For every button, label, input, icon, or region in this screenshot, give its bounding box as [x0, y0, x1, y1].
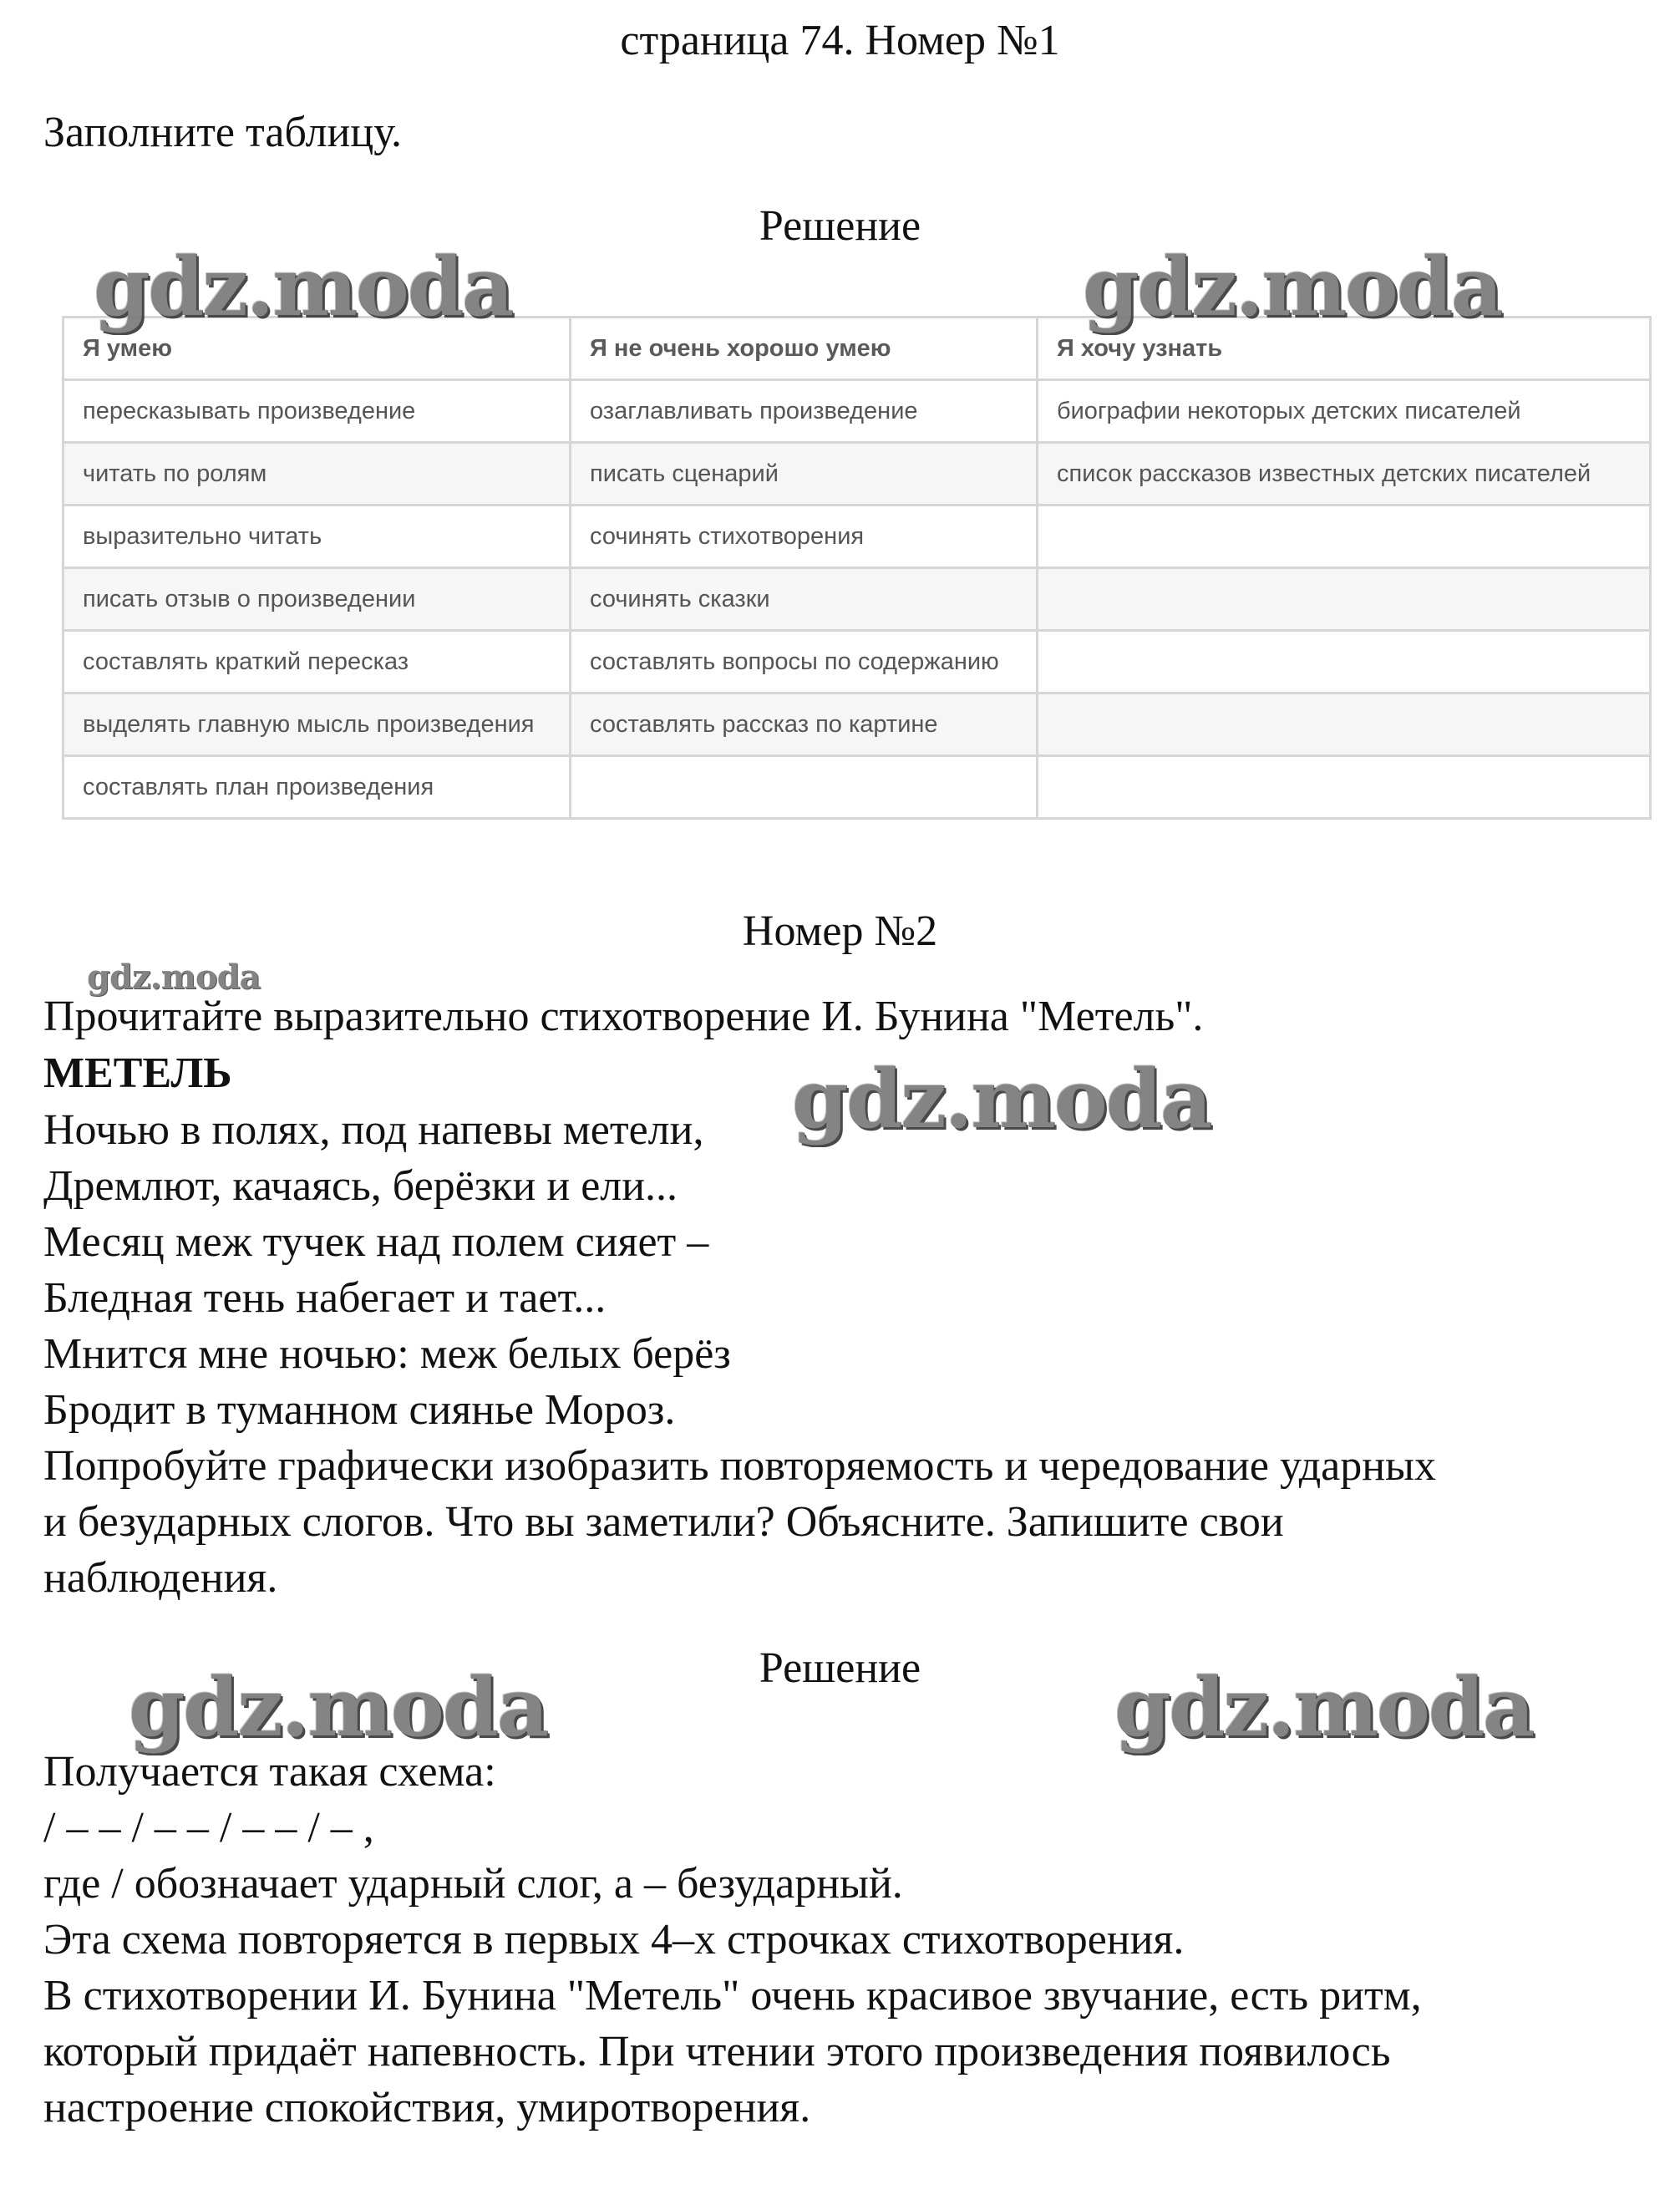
- watermark: gdz.moda: [87, 958, 261, 997]
- watermark: gdz.moda: [1114, 1660, 1534, 1755]
- task2-solution-heading: Решение: [759, 1644, 921, 1692]
- question-line: Попробуйте графически изобразить повторяемость и чередование ударных: [43, 1442, 1436, 1490]
- table-cell: [1038, 756, 1651, 819]
- watermark: gdz.moda: [94, 240, 513, 334]
- table-cell: писать отзыв о произведении: [63, 568, 571, 631]
- table-cell: список рассказов известных детских писателей: [1038, 443, 1651, 506]
- answer-line: настроение спокойствия, умиротворения.: [43, 2084, 811, 2131]
- table-cell: писать сценарий: [571, 443, 1038, 506]
- table-cell: озаглавливать произведение: [571, 380, 1038, 443]
- task1-solution-heading: Решение: [759, 202, 921, 250]
- table-cell: составлять план произведения: [63, 756, 571, 819]
- answer-line: В стихотворении И. Бунина "Метель" очень красивое звучание, есть ритм,: [43, 1972, 1422, 2020]
- table-cell: сочинять стихотворения: [571, 506, 1038, 568]
- question-line: наблюдения.: [43, 1554, 278, 1602]
- question-line: и безударных слогов. Что вы заметили? Объясните. Запишите свои: [43, 1498, 1284, 1546]
- table-header-cell: Я не очень хорошо умею: [571, 318, 1038, 380]
- table-cell: составлять рассказ по картине: [571, 694, 1038, 756]
- page-title: страница 74. Номер №1: [620, 17, 1060, 64]
- table-cell: [1038, 568, 1651, 631]
- poem-line: Месяц меж тучек над полем сияет –: [43, 1218, 709, 1266]
- table-cell: [1038, 506, 1651, 568]
- answer-line: Получается такая схема:: [43, 1748, 496, 1796]
- table-header-cell: Я умею: [63, 318, 571, 380]
- table-cell: [1038, 694, 1651, 756]
- poem-line: Бродит в туманном сиянье Мороз.: [43, 1386, 676, 1434]
- table-row: [63, 380, 1651, 443]
- table-row: [63, 631, 1651, 694]
- table-row: [63, 443, 1651, 506]
- table-cell: выразительно читать: [63, 506, 571, 568]
- table-cell: составлять вопросы по содержанию: [571, 631, 1038, 694]
- task2-heading: Номер №2: [742, 907, 938, 955]
- table-cell: [1038, 631, 1651, 694]
- watermark: gdz.moda: [129, 1660, 548, 1755]
- table-cell: составлять краткий пересказ: [63, 631, 571, 694]
- table-row: [63, 506, 1651, 568]
- table-cell: сочинять сказки: [571, 568, 1038, 631]
- answer-line: который придаёт напевность. При чтении этого произведения появилось: [43, 2028, 1391, 2075]
- task1-prompt: Заполните таблицу.: [43, 109, 402, 156]
- table-header-cell: Я хочу узнать: [1038, 318, 1651, 380]
- table-cell: выделять главную мысль произведения: [63, 694, 571, 756]
- table-row: [63, 568, 1651, 631]
- table-row: [63, 694, 1651, 756]
- task2-prompt: Прочитайте выразительно стихотворение И. Бунина "Метель".: [43, 993, 1204, 1040]
- poem-line: Ночью в полях, под напевы метели,: [43, 1106, 704, 1154]
- answer-line: Эта схема повторяется в первых 4–х строчках стихотворения.: [43, 1916, 1185, 1964]
- answer-line: / – – / – – / – – / – ,: [43, 1804, 374, 1852]
- table-cell: [571, 756, 1038, 819]
- watermark: gdz.moda: [792, 1052, 1211, 1146]
- poem-title: МЕТЕЛЬ: [43, 1049, 232, 1097]
- poem-line: Мнится мне ночью: меж белых берёз: [43, 1330, 731, 1378]
- table-cell: пересказывать произведение: [63, 380, 571, 443]
- table-row: [63, 756, 1651, 819]
- skills-table: [62, 316, 1652, 820]
- poem-line: Бледная тень набегает и тает...: [43, 1274, 607, 1322]
- table-cell: биографии некоторых детских писателей: [1038, 380, 1651, 443]
- poem-line: Дремлют, качаясь, берёзки и ели...: [43, 1162, 678, 1210]
- watermark: gdz.moda: [1083, 240, 1502, 334]
- answer-line: где / обозначает ударный слог, а – безударный.: [43, 1860, 903, 1908]
- table-cell: читать по ролям: [63, 443, 571, 506]
